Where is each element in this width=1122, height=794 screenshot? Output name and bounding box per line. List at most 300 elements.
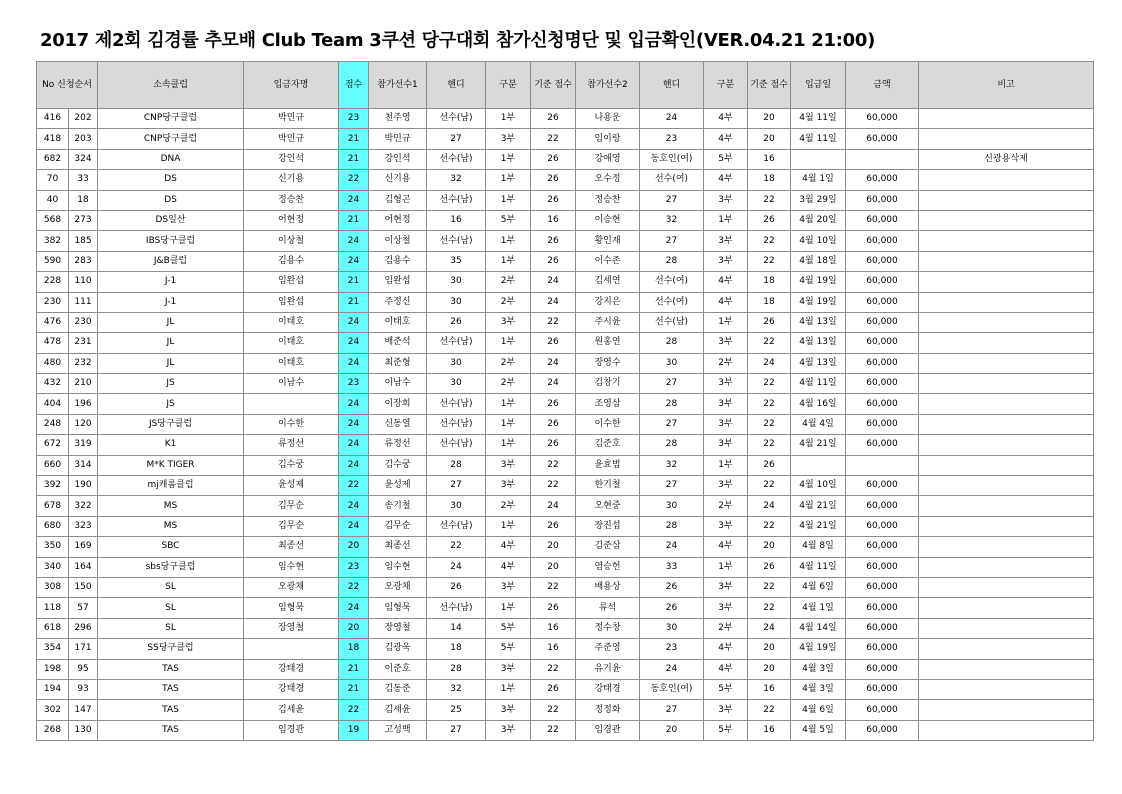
cell-division1: 3부 [486,312,531,332]
cell-handicap1: 14 [427,618,486,638]
header-no: No 신청순서 [37,62,98,109]
cell-club: DS [98,190,244,210]
cell-player2: 강태경 [576,679,640,699]
cell-depositor [244,639,339,659]
cell-base-score1: 26 [531,598,576,618]
header-player2: 참가선수2 [576,62,640,109]
cell-depositor: 이태호 [244,333,339,353]
cell-handicap2: 30 [640,618,704,638]
cell-score: 24 [339,516,369,536]
cell-score: 24 [339,598,369,618]
cell-player2: 장영수 [576,353,640,373]
cell-score: 21 [339,210,369,230]
cell-score: 24 [339,455,369,475]
cell-division1: 3부 [486,659,531,679]
cell-handicap1: 선수(남) [427,516,486,536]
cell-score: 23 [339,374,369,394]
cell-base-score2: 22 [748,598,791,618]
cell-score: 20 [339,537,369,557]
cell-handicap2: 26 [640,577,704,597]
cell-club: sbs당구클럽 [98,557,244,577]
cell-base-score1: 26 [531,414,576,434]
cell-depositor: 김용수 [244,251,339,271]
cell-amount: 60,000 [846,231,919,251]
cell-remarks [919,659,1094,679]
cell-base-score1: 22 [531,129,576,149]
cell-depositor: 임경관 [244,720,339,740]
cell-score: 24 [339,496,369,516]
cell-player2: 정수창 [576,618,640,638]
cell-handicap2: 27 [640,231,704,251]
cell-score: 22 [339,170,369,190]
cell-depositor: 정승찬 [244,190,339,210]
cell-base-score2: 26 [748,312,791,332]
cell-amount: 60,000 [846,129,919,149]
cell-player2: 이수한 [576,414,640,434]
cell-amount: 60,000 [846,700,919,720]
table-row [37,679,1094,699]
cell-remarks [919,190,1094,210]
cell-division1: 1부 [486,333,531,353]
cell-remarks: 신광용삭제 [919,149,1094,169]
cell-no: 230 [37,292,69,312]
cell-seq: 130 [69,720,98,740]
cell-club: JS [98,374,244,394]
cell-depositor: 최종선 [244,537,339,557]
cell-player2: 김준호 [576,435,640,455]
cell-base-score2: 22 [748,516,791,536]
cell-remarks [919,537,1094,557]
cell-no: 682 [37,149,69,169]
cell-no: 194 [37,679,69,699]
cell-deposit-date: 4월 18일 [791,251,846,271]
cell-player1: 어현정 [369,210,427,230]
table-row [37,435,1094,455]
cell-amount: 60,000 [846,292,919,312]
header-handicap2: 핸디 [640,62,704,109]
cell-player1: 이남수 [369,374,427,394]
cell-no: 70 [37,170,69,190]
cell-division1: 1부 [486,679,531,699]
cell-division1: 1부 [486,394,531,414]
cell-deposit-date: 4월 1일 [791,598,846,618]
cell-seq: 111 [69,292,98,312]
cell-amount: 60,000 [846,312,919,332]
cell-division1: 3부 [486,476,531,496]
cell-remarks [919,109,1094,129]
cell-club: M*K TIGER [98,455,244,475]
cell-player1: 장영철 [369,618,427,638]
cell-handicap2: 선수(여) [640,272,704,292]
cell-base-score1: 22 [531,455,576,475]
cell-player1: 윤성제 [369,476,427,496]
cell-deposit-date: 4월 19일 [791,272,846,292]
cell-player2: 류석 [576,598,640,618]
cell-seq: 95 [69,659,98,679]
cell-club: JL [98,333,244,353]
cell-player1: 고성백 [369,720,427,740]
cell-division2: 4부 [704,639,748,659]
cell-deposit-date: 4월 20일 [791,210,846,230]
cell-club: mj캐롬클럽 [98,476,244,496]
cell-player1: 임형묵 [369,598,427,618]
cell-depositor: 강태경 [244,679,339,699]
cell-depositor: 임완섭 [244,292,339,312]
table-row [37,374,1094,394]
cell-amount: 60,000 [846,496,919,516]
cell-seq: 185 [69,231,98,251]
cell-amount: 60,000 [846,251,919,271]
cell-score: 24 [339,414,369,434]
cell-deposit-date: 4월 21일 [791,516,846,536]
cell-deposit-date: 4월 19일 [791,292,846,312]
cell-player2: 김창기 [576,374,640,394]
cell-no: 418 [37,129,69,149]
cell-handicap1: 선수(남) [427,109,486,129]
cell-division2: 5부 [704,149,748,169]
cell-score: 24 [339,312,369,332]
cell-handicap2: 28 [640,394,704,414]
cell-base-score1: 26 [531,190,576,210]
cell-base-score2: 26 [748,455,791,475]
cell-player1: 류정선 [369,435,427,455]
cell-amount: 60,000 [846,516,919,536]
cell-seq: 120 [69,414,98,434]
cell-deposit-date: 4월 11일 [791,129,846,149]
cell-division2: 3부 [704,598,748,618]
cell-handicap1: 26 [427,312,486,332]
cell-base-score2: 16 [748,720,791,740]
table-row [37,312,1094,332]
header-row [37,62,1094,109]
cell-amount: 60,000 [846,353,919,373]
cell-club: DNA [98,149,244,169]
cell-player2: 강지은 [576,292,640,312]
cell-player2: 장진섭 [576,516,640,536]
cell-player2: 강애영 [576,149,640,169]
cell-player2: 유기윤 [576,659,640,679]
cell-amount: 60,000 [846,190,919,210]
cell-no: 302 [37,700,69,720]
cell-depositor: 박민규 [244,129,339,149]
cell-player1: 김용수 [369,251,427,271]
cell-seq: 147 [69,700,98,720]
cell-base-score2: 16 [748,149,791,169]
cell-division1: 1부 [486,251,531,271]
cell-handicap2: 28 [640,516,704,536]
cell-player2: 황인재 [576,231,640,251]
cell-player2: 배용상 [576,577,640,597]
cell-amount: 60,000 [846,394,919,414]
cell-division2: 1부 [704,312,748,332]
cell-amount: 60,000 [846,598,919,618]
cell-no: 432 [37,374,69,394]
cell-deposit-date: 4월 14일 [791,618,846,638]
header-base-score2: 기준 점수 [748,62,791,109]
cell-club: SL [98,618,244,638]
table-row [37,476,1094,496]
cell-score: 21 [339,272,369,292]
cell-handicap1: 32 [427,679,486,699]
cell-remarks [919,700,1094,720]
cell-player1: 강인석 [369,149,427,169]
cell-score: 24 [339,231,369,251]
table-row [37,333,1094,353]
cell-base-score1: 16 [531,639,576,659]
cell-seq: 283 [69,251,98,271]
cell-player1: 이장희 [369,394,427,414]
cell-player1: 신동열 [369,414,427,434]
cell-score: 23 [339,109,369,129]
cell-club: CNP당구클럽 [98,129,244,149]
cell-deposit-date: 4월 21일 [791,435,846,455]
cell-amount: 60,000 [846,557,919,577]
cell-base-score2: 24 [748,618,791,638]
cell-division2: 4부 [704,170,748,190]
cell-player1: 임수현 [369,557,427,577]
table-row [37,700,1094,720]
cell-club: SS당구클럽 [98,639,244,659]
cell-handicap2: 20 [640,720,704,740]
cell-depositor: 김세윤 [244,700,339,720]
cell-club: JS [98,394,244,414]
header-score: 점수 [339,62,369,109]
table-row [37,414,1094,434]
table-row [37,272,1094,292]
cell-handicap2: 27 [640,374,704,394]
table-row [37,557,1094,577]
cell-club: JL [98,353,244,373]
cell-club: SL [98,577,244,597]
cell-deposit-date: 4월 6일 [791,577,846,597]
cell-no: 478 [37,333,69,353]
cell-base-score1: 26 [531,149,576,169]
cell-player2: 김세연 [576,272,640,292]
cell-base-score1: 24 [531,292,576,312]
cell-player2: 주시윤 [576,312,640,332]
cell-base-score1: 24 [531,353,576,373]
cell-player1: 김형곤 [369,190,427,210]
cell-handicap1: 35 [427,251,486,271]
cell-player1: 김수궁 [369,455,427,475]
page-title: 2017 제2회 김경률 추모배 Club Team 3쿠션 당구대회 참가신청명단 및 입금확인(VER.04.21 21:00) [40,30,875,51]
cell-division2: 4부 [704,272,748,292]
cell-base-score1: 24 [531,272,576,292]
table-row [37,231,1094,251]
cell-base-score1: 24 [531,374,576,394]
cell-division1: 1부 [486,190,531,210]
cell-amount: 60,000 [846,679,919,699]
table-body [37,109,1094,741]
cell-seq: 314 [69,455,98,475]
cell-division2: 3부 [704,190,748,210]
table-row [37,720,1094,740]
cell-deposit-date: 4월 10일 [791,231,846,251]
registration-table [36,61,1094,741]
cell-score: 18 [339,639,369,659]
cell-base-score2: 22 [748,333,791,353]
cell-depositor: 강인석 [244,149,339,169]
cell-score: 21 [339,292,369,312]
cell-division1: 2부 [486,292,531,312]
cell-remarks [919,231,1094,251]
cell-seq: 164 [69,557,98,577]
cell-base-score2: 20 [748,659,791,679]
cell-handicap1: 선수(남) [427,394,486,414]
table-row [37,659,1094,679]
cell-base-score2: 18 [748,292,791,312]
cell-player2: 정승찬 [576,190,640,210]
cell-score: 21 [339,659,369,679]
cell-no: 392 [37,476,69,496]
cell-division1: 5부 [486,210,531,230]
cell-deposit-date: 4월 4일 [791,414,846,434]
cell-seq: 57 [69,598,98,618]
cell-division2: 3부 [704,516,748,536]
cell-base-score2: 24 [748,353,791,373]
cell-handicap2: 24 [640,537,704,557]
cell-handicap2: 26 [640,598,704,618]
cell-club: TAS [98,659,244,679]
cell-base-score2: 22 [748,374,791,394]
cell-base-score2: 20 [748,639,791,659]
cell-handicap1: 선수(남) [427,435,486,455]
cell-base-score1: 26 [531,394,576,414]
cell-score: 24 [339,353,369,373]
cell-no: 198 [37,659,69,679]
cell-handicap2: 28 [640,251,704,271]
cell-division1: 2부 [486,496,531,516]
cell-handicap2: 27 [640,476,704,496]
cell-score: 19 [339,720,369,740]
cell-base-score2: 24 [748,496,791,516]
cell-seq: 323 [69,516,98,536]
cell-deposit-date: 4월 6일 [791,700,846,720]
cell-base-score2: 22 [748,700,791,720]
cell-handicap1: 선수(남) [427,414,486,434]
cell-depositor: 임형묵 [244,598,339,618]
header-player1: 참가선수1 [369,62,427,109]
cell-handicap1: 16 [427,210,486,230]
cell-depositor: 이태호 [244,353,339,373]
cell-player2: 이수존 [576,251,640,271]
table-row [37,109,1094,129]
cell-seq: 231 [69,333,98,353]
cell-base-score2: 18 [748,272,791,292]
cell-division2: 3부 [704,374,748,394]
cell-handicap1: 28 [427,455,486,475]
cell-seq: 171 [69,639,98,659]
header-handicap1: 핸디 [427,62,486,109]
cell-division1: 3부 [486,129,531,149]
cell-remarks [919,170,1094,190]
cell-remarks [919,333,1094,353]
cell-handicap1: 27 [427,720,486,740]
cell-base-score1: 22 [531,659,576,679]
cell-division2: 3부 [704,435,748,455]
cell-depositor [244,394,339,414]
cell-no: 340 [37,557,69,577]
cell-no: 416 [37,109,69,129]
cell-seq: 169 [69,537,98,557]
cell-division2: 1부 [704,210,748,230]
cell-division1: 3부 [486,720,531,740]
cell-remarks [919,353,1094,373]
table-row [37,190,1094,210]
cell-base-score1: 16 [531,618,576,638]
cell-base-score2: 20 [748,537,791,557]
cell-remarks [919,639,1094,659]
cell-division2: 5부 [704,720,748,740]
cell-division1: 1부 [486,231,531,251]
cell-base-score2: 22 [748,251,791,271]
cell-handicap1: 24 [427,557,486,577]
cell-handicap2: 선수(남) [640,312,704,332]
cell-division1: 1부 [486,414,531,434]
cell-division1: 1부 [486,598,531,618]
cell-deposit-date: 4월 3일 [791,659,846,679]
cell-club: TAS [98,720,244,740]
cell-handicap1: 27 [427,476,486,496]
cell-seq: 322 [69,496,98,516]
cell-player1: 최종선 [369,537,427,557]
cell-player2: 나용운 [576,109,640,129]
cell-division2: 3부 [704,333,748,353]
cell-base-score2: 20 [748,109,791,129]
cell-handicap2: 선수(여) [640,170,704,190]
cell-handicap2: 24 [640,659,704,679]
cell-remarks [919,618,1094,638]
cell-handicap2: 32 [640,455,704,475]
cell-no: 404 [37,394,69,414]
cell-remarks [919,394,1094,414]
cell-seq: 110 [69,272,98,292]
cell-division1: 1부 [486,170,531,190]
cell-remarks [919,312,1094,332]
cell-base-score2: 26 [748,557,791,577]
cell-player2: 이승현 [576,210,640,230]
cell-seq: 150 [69,577,98,597]
cell-amount: 60,000 [846,374,919,394]
cell-score: 24 [339,333,369,353]
cell-score: 22 [339,476,369,496]
cell-division2: 2부 [704,353,748,373]
cell-division1: 5부 [486,618,531,638]
cell-deposit-date: 4월 19일 [791,639,846,659]
table-row [37,618,1094,638]
cell-amount: 60,000 [846,720,919,740]
cell-base-score1: 16 [531,210,576,230]
cell-division1: 3부 [486,455,531,475]
cell-no: 382 [37,231,69,251]
cell-base-score1: 20 [531,557,576,577]
cell-division1: 5부 [486,639,531,659]
cell-player2: 주준영 [576,639,640,659]
cell-base-score1: 26 [531,679,576,699]
cell-handicap1: 선수(남) [427,333,486,353]
cell-club: MS [98,496,244,516]
cell-amount: 60,000 [846,414,919,434]
cell-amount: 60,000 [846,618,919,638]
cell-division1: 1부 [486,149,531,169]
cell-player1: 최준형 [369,353,427,373]
cell-depositor: 이수한 [244,414,339,434]
cell-club: TAS [98,700,244,720]
table-row [37,149,1094,169]
cell-club: JS당구클럽 [98,414,244,434]
cell-division2: 1부 [704,455,748,475]
table-row [37,210,1094,230]
